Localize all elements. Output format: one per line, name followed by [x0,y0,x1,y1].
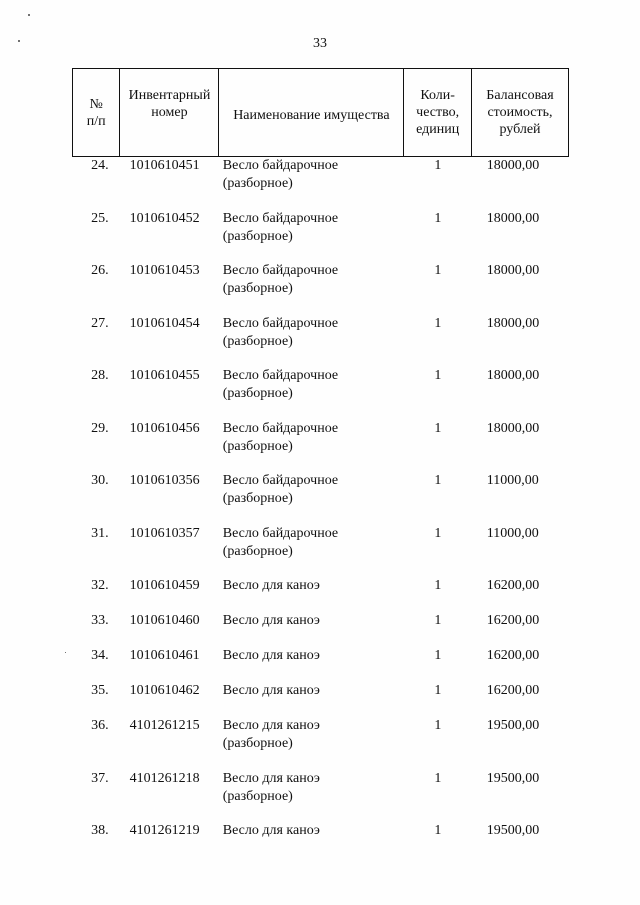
row-number: 33. [91,613,109,628]
property-name-line: Весло для каноэ [222,578,320,593]
scan-speck [28,14,30,16]
property-name-line: Весло байдарочное [222,158,339,173]
quantity: 1 [434,648,442,663]
inventory-number: 4101261219 [129,823,200,838]
quantity: 1 [434,210,442,226]
property-name-line: (разборное) [222,736,293,751]
header-quantity-line: Коли- [420,88,455,103]
property-name-line: (разборное) [222,491,293,506]
row-number: 30. [91,473,109,488]
property-name-line: Весло байдарочное [222,263,339,278]
inventory-number: 1010610453 [129,263,200,278]
property-name-line: (разборное) [222,386,293,401]
quantity: 1 [434,473,442,488]
page-number: 33 [313,36,327,51]
property-name [219,262,404,315]
inventory-number: 1010610455 [129,368,200,383]
property-name-line: Весло байдарочное [222,210,339,226]
inventory-number: 1010610456 [129,420,200,436]
balance-cost: 18000,00 [486,315,540,331]
inventory-table [72,157,569,857]
property-name-line: Весло для каноэ [222,718,320,733]
table-header [72,68,569,157]
row-number: 24. [91,158,109,173]
row-number: 37. [91,770,109,786]
balance-cost: 19500,00 [486,823,540,838]
property-name [219,717,404,770]
inventory-number: 1010610357 [129,525,200,541]
property-name [219,647,404,682]
header-num-line: № [89,96,103,112]
property-name-line: (разборное) [222,788,293,804]
table-row [72,682,569,717]
property-name [219,210,404,263]
table-row [72,472,569,525]
balance-cost: 19500,00 [486,718,540,733]
property-name-line: (разборное) [222,228,293,244]
row-number: 28. [91,368,109,383]
table-row [72,612,569,647]
property-name-line: Весло байдарочное [222,420,339,436]
table-row [72,577,569,612]
table-row [72,770,569,823]
quantity: 1 [434,525,442,541]
balance-cost: 18000,00 [486,368,540,383]
quantity: 1 [434,578,442,593]
header-inventory-line: номер [151,105,188,120]
inventory-number: 1010610460 [129,613,200,628]
table-row [72,717,569,770]
scan-speck [65,652,66,653]
property-name-line: Весло для каноэ [222,648,320,663]
table-row [72,210,569,263]
property-name [219,157,404,210]
header-name [219,69,404,157]
property-name-line: Весло байдарочное [222,525,339,541]
property-name-line: (разборное) [222,333,293,349]
header-cost-line: рублей [499,122,541,137]
quantity: 1 [434,420,442,436]
table-row [72,262,569,315]
property-name [219,367,404,420]
property-name-line: (разборное) [222,438,293,454]
table-row [72,525,569,578]
table-row [72,315,569,368]
row-number: 26. [91,263,109,278]
quantity: 1 [434,368,442,383]
inventory-number: 1010610459 [129,578,200,593]
inventory-number: 1010610454 [129,315,200,331]
property-name-line: (разборное) [222,543,293,559]
quantity: 1 [434,263,442,278]
table-row [72,420,569,473]
row-number: 36. [91,718,109,733]
quantity: 1 [434,718,442,733]
header-cost [471,69,568,157]
scan-speck [18,40,20,42]
property-name-line: Весло для каноэ [222,683,320,698]
header-cost-line: Балансовая [486,88,554,103]
balance-cost: 18000,00 [486,263,540,278]
inventory-number: 1010610452 [129,210,200,226]
header-inventory-line: Инвентарный [128,88,211,103]
inventory-number: 1010610451 [129,158,200,173]
property-name-line: Весло байдарочное [222,315,339,331]
header-inventory [120,69,219,157]
property-name [219,577,404,612]
property-name [219,822,404,857]
property-name-line: (разборное) [222,176,293,191]
row-number: 38. [91,823,109,838]
inventory-number: 4101261218 [129,770,200,786]
quantity: 1 [434,823,442,838]
table-row [72,822,569,857]
balance-cost: 18000,00 [486,420,540,436]
header-quantity-line: чество, [416,105,460,120]
property-name [219,525,404,578]
row-number: 29. [91,420,109,436]
header-quantity [404,69,472,157]
quantity: 1 [434,158,442,173]
inventory-number: 1010610356 [129,473,200,488]
header-name-line: Наименование имущества [233,108,390,123]
inventory-number: 1010610461 [129,648,200,663]
inventory-rows [72,157,569,857]
property-name-line: Весло байдарочное [222,368,339,383]
balance-cost: 19500,00 [486,770,540,786]
quantity: 1 [434,770,442,786]
property-name-line: Весло для каноэ [222,823,320,838]
header-cost-line: стоимость, [487,105,553,120]
balance-cost: 18000,00 [486,210,540,226]
table-row [72,367,569,420]
table-row [72,647,569,682]
property-name-line: Весло для каноэ [222,613,320,628]
balance-cost: 16200,00 [486,683,540,698]
property-name-line: (разборное) [222,281,293,296]
row-number: 34. [91,648,109,663]
property-name [219,420,404,473]
row-number: 32. [91,578,109,593]
property-name-line: Весло для каноэ [222,770,320,786]
property-name [219,472,404,525]
inventory-number: 1010610462 [129,683,200,698]
row-number: 35. [91,683,109,698]
header-num [73,69,120,157]
quantity: 1 [434,315,442,331]
row-number: 25. [91,210,109,226]
header-num-line: п/п [86,113,106,129]
balance-cost: 11000,00 [486,473,539,488]
quantity: 1 [434,683,442,698]
balance-cost: 16200,00 [486,648,540,663]
row-number: 31. [91,525,109,541]
balance-cost: 16200,00 [486,578,540,593]
quantity: 1 [434,613,442,628]
balance-cost: 11000,00 [486,525,539,541]
property-name [219,612,404,647]
balance-cost: 16200,00 [486,613,540,628]
inventory-number: 4101261215 [129,718,200,733]
property-name [219,315,404,368]
table-row [72,157,569,210]
header-row [73,69,569,157]
balance-cost: 18000,00 [486,158,540,173]
property-name [219,770,404,823]
property-name-line: Весло байдарочное [222,473,339,488]
property-name [219,682,404,717]
row-number: 27. [91,315,109,331]
header-quantity-line: единиц [416,122,460,137]
